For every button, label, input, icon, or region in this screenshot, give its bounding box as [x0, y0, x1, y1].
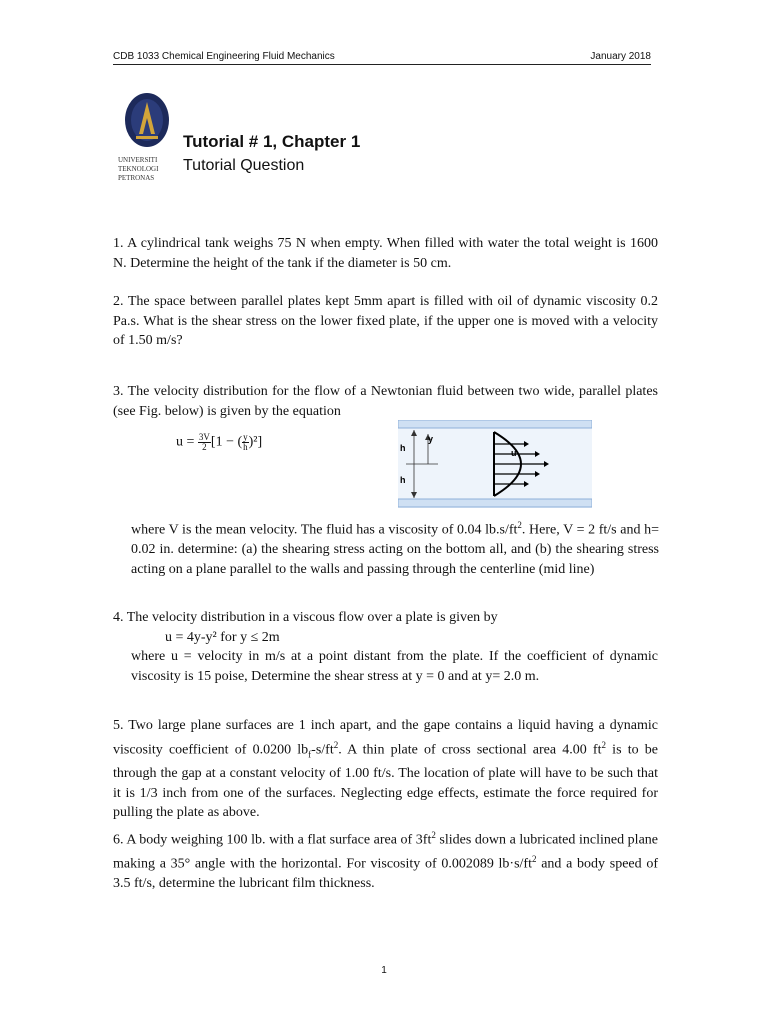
page-number: 1	[381, 965, 387, 976]
question-2-text: 2. The space between parallel plates kept 5mm apart is filled with oil of dynamic viscosity 0.2 Pa.s. What is the shear stress on the lower fixed plate, if the upper one is moved with a velocity of 1.50 m/s?	[113, 294, 658, 348]
question-4-intro: 4. The velocity distribution in a viscous flow over a plate is given by	[113, 610, 498, 625]
label-h-bottom: h	[400, 475, 406, 485]
question-3-intro-text: 3. The velocity distribution for the flow of a Newtonian fluid between two wide, parallel plates (see Fig. below) is given by the equation	[113, 384, 658, 419]
logo-line-2: TEKNOLOGI	[118, 165, 159, 173]
question-4	[113, 608, 658, 686]
question-3-body: where V is the mean velocity. The fluid has a viscosity of 0.04 $lb.s/ft^2$. Here, V = 2 ft/s and h= 0.02 in. determine: (a) the shearing stress acting on the bottom all, and (b) the shearing stress acting on a plane parallel to the walls and passing through the centerline (mid line)	[131, 520, 659, 577]
page-subtitle: Tutorial Question	[183, 157, 305, 174]
question-5: 5. Two large plane surfaces are 1 inch apart, and the gape contains a liquid having a dynamic viscosity coefficient of 0.0200 $lb_f-s/ft^2$. A thin plate of cross sectional area 4.00 $ft^2$ is to be through the gap at a constant velocity of 1.00 ft/s. The location of plate will have to be such that it is 1/3 inch from one of the surfaces. Neglecting edge effects, estimate the force required for pulling the plate as above.	[113, 718, 658, 821]
question-3-intro	[113, 382, 658, 421]
header-rule	[113, 64, 651, 65]
logo-line-3: PETRONAS	[118, 174, 155, 182]
utp-logo	[118, 92, 178, 187]
label-u: u	[511, 448, 517, 458]
logo-line-1: UNIVERSITI	[118, 156, 158, 164]
top-plate	[398, 420, 592, 428]
question-1-text: 1. A cylindrical tank weighs 75 N when empty. When filled with water the total weight is 1600 N. Determine the height of the tank if the diameter is 50 cm.	[113, 236, 658, 271]
question-2	[113, 292, 658, 351]
label-y: y	[428, 434, 434, 444]
question-1	[113, 234, 658, 273]
label-h-top: h	[400, 443, 406, 453]
bottom-plate	[398, 499, 592, 507]
velocity-equation: u = $\frac{3V}{2}$ [1 − ( $\frac{y}{h}$ )²]	[176, 432, 263, 452]
question-6: 6. A body weighing 100 lb. with a flat surface area of $3ft^2$ slides down a lubricated inclined plane making a 35° angle with the horizontal. For viscosity of 0.002089 $lb\cdot s/ft^2$ and a body speed of 3.5 ft/s, determine the lubricant film thickness.	[113, 830, 658, 892]
page-title: Tutorial # 1, Chapter 1	[183, 132, 361, 151]
velocity-profile-diagram	[398, 420, 592, 508]
question-4-body: where u = velocity in m/s at a point distant from the plate. If the coefficient of dynamic viscosity is 15 poise, Determine the shear stress at y = 0 and at y= 2.0 m.	[131, 649, 658, 684]
question-4-equation: u = 4y-y² for y ≤ 2m	[165, 629, 280, 645]
header-course: CDB 1033 Chemical Engineering Fluid Mechanics	[113, 51, 335, 62]
header-date: January 2018	[590, 51, 651, 62]
